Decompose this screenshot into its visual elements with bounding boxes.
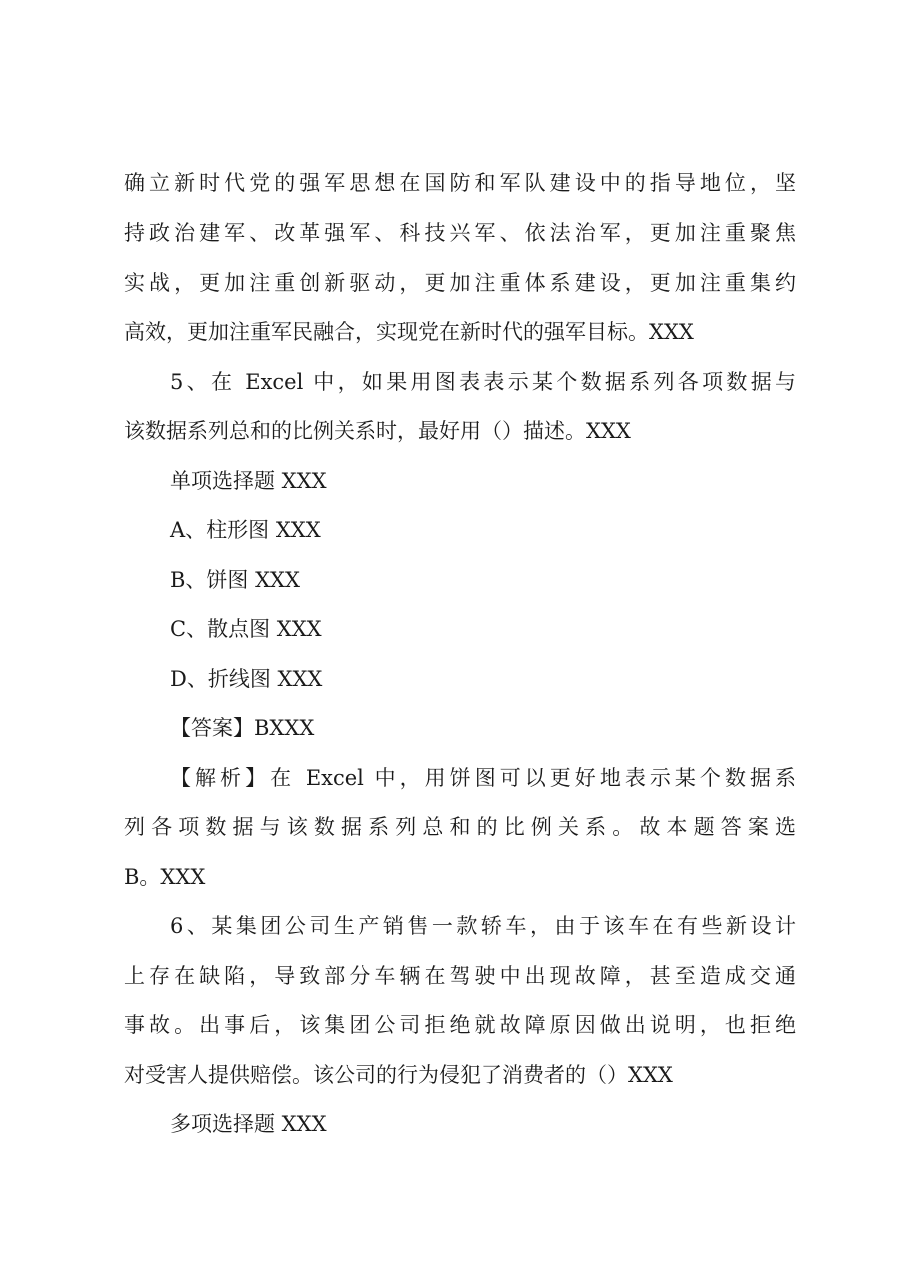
question-6-line: 6、某集团公司生产销售一款轿车，由于该车在有些新设计 — [170, 914, 796, 938]
question-5-analysis-line: B。XXX — [124, 865, 206, 889]
question-5-analysis-line: 列各项数据与该数据系列总和的比例关系。故本题答案选 — [124, 815, 796, 839]
question-5-option-a: A、柱形图 XXX — [170, 518, 321, 542]
question-6-line: 对受害人提供赔偿。该公司的行为侵犯了消费者的（）XXX — [124, 1063, 673, 1087]
question-5-type: 单项选择题 XXX — [170, 469, 327, 493]
question-5-option-d: D、折线图 XXX — [170, 667, 323, 691]
paragraph-line: 确立新时代党的强军思想在国防和军队建设中的指导地位，坚 — [124, 171, 796, 195]
paragraph-line: 实战，更加注重创新驱动，更加注重体系建设，更加注重集约 — [124, 271, 796, 295]
question-5-line: 该数据系列总和的比例关系时，最好用（）描述。XXX — [124, 419, 631, 443]
question-5-option-b: B、饼图 XXX — [170, 568, 300, 592]
question-6-type: 多项选择题 XXX — [170, 1112, 327, 1136]
paragraph-line: 持政治建军、改革强军、科技兴军、依法治军，更加注重聚焦 — [124, 221, 796, 245]
question-6-line: 上存在缺陷，导致部分车辆在驾驶中出现故障，甚至造成交通 — [124, 964, 796, 988]
question-5-answer: 【答案】BXXX — [170, 716, 315, 740]
question-5-option-c: C、散点图 XXX — [170, 617, 322, 641]
question-5-analysis-line: 【解析】在 Excel 中，用饼图可以更好地表示某个数据系 — [170, 766, 796, 790]
question-5-line: 5、在 Excel 中，如果用图表表示某个数据系列各项数据与 — [170, 370, 796, 394]
question-6-line: 事故。出事后，该集团公司拒绝就故障原因做出说明，也拒绝 — [124, 1013, 796, 1037]
paragraph-line: 高效，更加注重军民融合，实现党在新时代的强军目标。XXX — [124, 320, 694, 344]
